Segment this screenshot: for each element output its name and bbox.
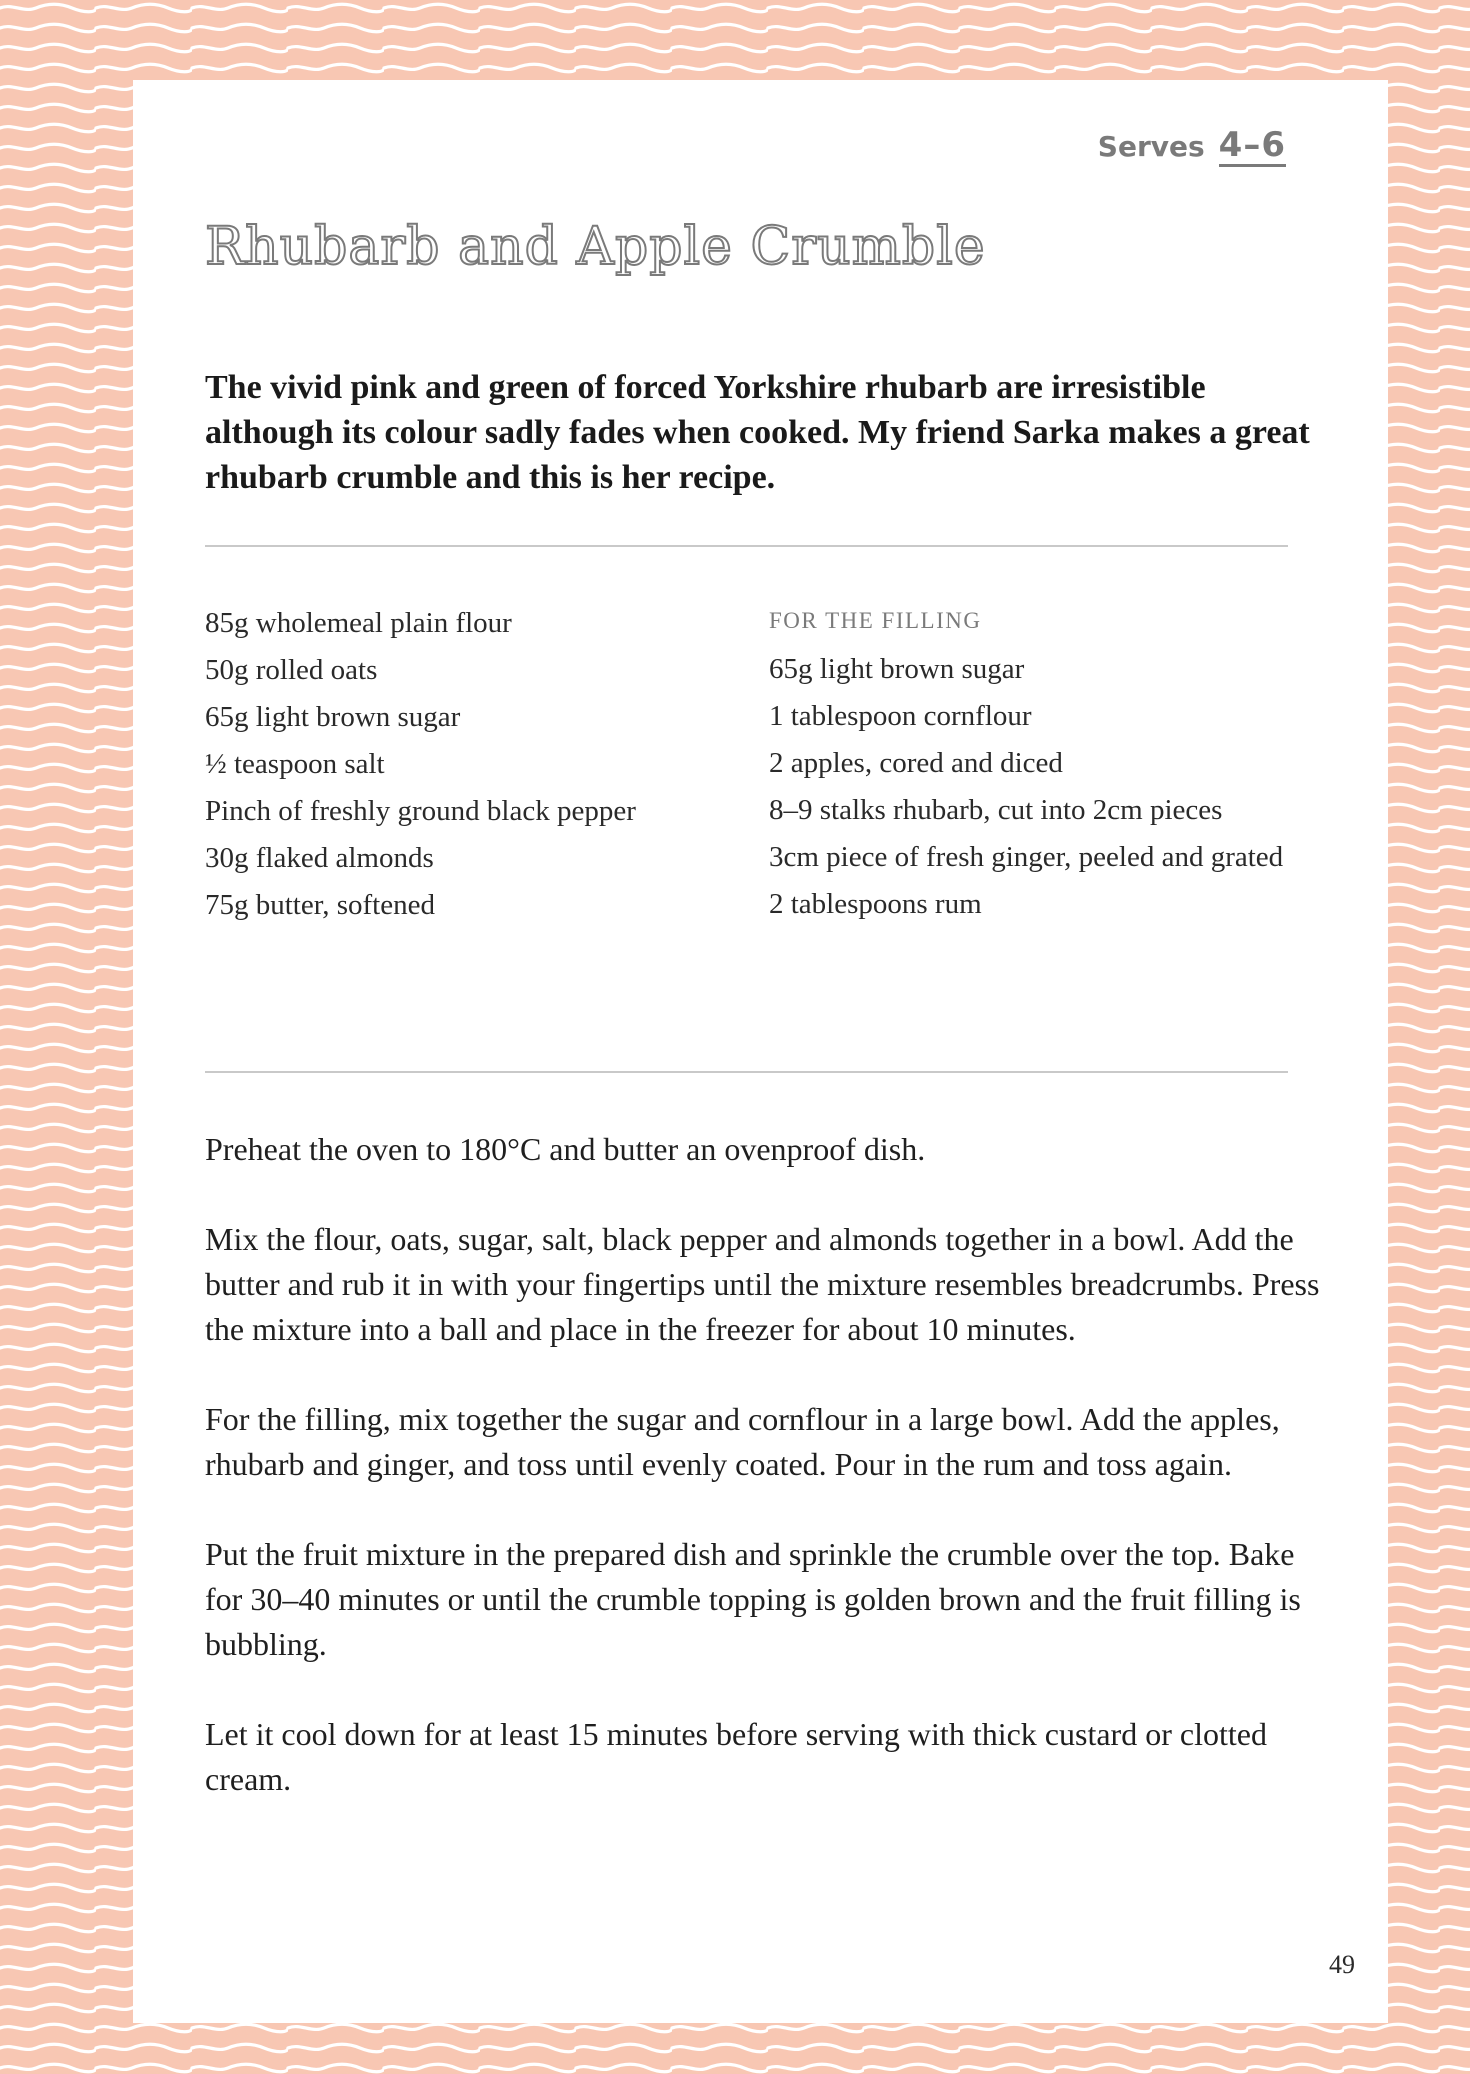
ingredient-item: ½ teaspoon salt [205, 748, 385, 780]
method-step: For the filling, mix together the sugar and cornflour in a large bowl. Add the apples, rhubarb and ginger, and toss until evenly coated. Pour in the rum and toss again. [205, 1401, 1280, 1482]
ingredient-item: 75g butter, softened [205, 889, 435, 921]
filling-heading: FOR THE FILLING [769, 608, 982, 633]
page-number: 49 [1329, 1950, 1355, 1979]
method-step: Put the fruit mixture in the prepared dish and sprinkle the crumble over the top. Bake for 30–40 minutes or until the crumble topping is golden brown and the fruit filling is bubbling. [205, 1536, 1301, 1662]
ingredient-item: 3cm piece of fresh ginger, peeled and grated [769, 841, 1284, 873]
crumble-ingredients [205, 600, 765, 929]
ingredient-item: 65g light brown sugar [769, 653, 1025, 685]
ingredient-item: 2 tablespoons rum [769, 888, 982, 920]
serves-indicator [1098, 126, 1286, 167]
ingredient-item: 85g wholemeal plain flour [205, 607, 512, 639]
serves-value: 4–6 [1218, 125, 1286, 165]
filling-ingredient-list [769, 646, 1309, 928]
divider-top [205, 545, 1288, 547]
ingredient-item: 8–9 stalks rhubarb, cut into 2cm pieces [769, 794, 1223, 826]
ingredient-item: 50g rolled oats [205, 654, 378, 686]
method-section [205, 1127, 1325, 1847]
recipe-page [133, 80, 1388, 2023]
divider-bottom [205, 1071, 1288, 1073]
method-step: Mix the flour, oats, sugar, salt, black pepper and almonds together in a bowl. Add the butter and rub it in with your fingertips until the mixture resembles breadcrumbs. Press the mixture into a ball and place in the freezer for about 10 minutes. [205, 1221, 1320, 1347]
crumble-ingredient-list [205, 600, 765, 929]
recipe-title: Rhubarb and Apple Crumble [205, 217, 986, 277]
method-step: Let it cool down for at least 15 minutes before serving with thick custard or clotted cream. [205, 1716, 1267, 1797]
ingredient-item: 65g light brown sugar [205, 701, 461, 733]
ingredient-item: Pinch of freshly ground black pepper [205, 795, 636, 827]
method-step: Preheat the oven to 180°C and butter an ovenproof dish. [205, 1131, 926, 1167]
ingredient-item: 1 tablespoon cornflour [769, 700, 1032, 732]
ingredient-item: 2 apples, cored and diced [769, 747, 1063, 779]
ingredient-item: 30g flaked almonds [205, 842, 434, 874]
filling-ingredients [769, 606, 1309, 928]
recipe-intro: The vivid pink and green of forced Yorkshire rhubarb are irresistible although its colour sadly fades when cooked. My friend Sarka makes a great rhubarb crumble and this is her recipe. [205, 369, 1310, 496]
serves-label: Serves [1097, 130, 1205, 163]
